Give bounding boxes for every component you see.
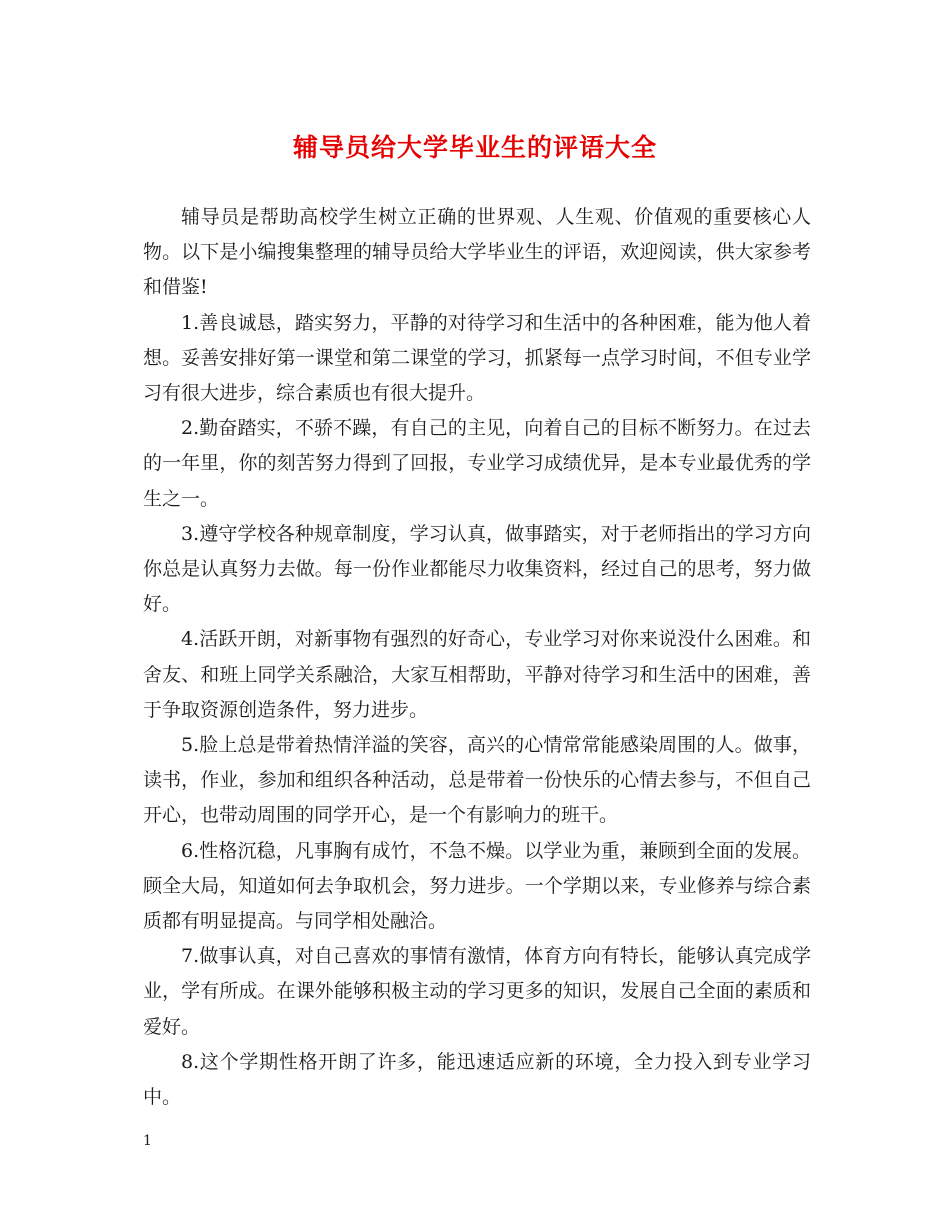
page-number: 1	[143, 1133, 152, 1149]
comment-paragraph-7: 7.做事认真，对自己喜欢的事情有激情，体育方向有特长，能够认真完成学业，学有所成。在课外能够积极主动的学习更多的知识，发展自己全面的素质和爱好。	[143, 945, 811, 1038]
comment-paragraph-1: 1.善良诚恳，踏实努力，平静的对待学习和生活中的各种困难，能为他人着想。妥善安排好第一课堂和第二课堂的学习，抓紧每一点学习时间，不但专业学习有很大进步，综合素质也有很大提升。	[143, 311, 811, 405]
comment-paragraph-4: 4.活跃开朗，对新事物有强烈的好奇心，专业学习对你来说没什么困难。和舍友、和班上同学关系融洽，大家互相帮助，平静对待学习和生活中的困难，善于争取资源创造条件，努力进步。	[143, 628, 811, 721]
document-title: 辅导员给大学毕业生的评语大全	[292, 133, 657, 162]
comment-paragraph-6: 6.性格沉稳，凡事胸有成竹，不急不燥。以学业为重，兼顾到全面的发展。顾全大局，知道如何去争取机会，努力进步。一个学期以来，专业修养与综合素质都有明显提高。与同学相处融洽。	[143, 839, 811, 933]
intro-paragraph: 辅导员是帮助高校学生树立正确的世界观、人生观、价值观的重要核心人物。以下是小编搜集整理的辅导员给大学毕业生的评语，欢迎阅读，供大家参考和借鉴!	[143, 206, 811, 299]
document-body	[143, 200, 811, 1115]
comment-paragraph-5: 5.脸上总是带着热情洋溢的笑容，高兴的心情常常能感染周围的人。做事，读书，作业，参加和组织各种活动，总是带着一份快乐的心情去参与，不但自己开心，也带动周围的同学开心，是一个有影响力的班干。	[143, 734, 811, 827]
comment-paragraph-8: 8.这个学期性格开朗了许多，能迅速适应新的环境，全力投入到专业学习中。	[143, 1050, 811, 1109]
comment-paragraph-3: 3.遵守学校各种规章制度，学习认真，做事踏实，对于老师指出的学习方向你总是认真努力去做。每一份作业都能尽力收集资料，经过自己的思考，努力做好。	[143, 522, 811, 616]
comment-paragraph-2: 2.勤奋踏实，不骄不躁，有自己的主见，向着自己的目标不断努力。在过去的一年里，你的刻苦努力得到了回报，专业学习成绩优异，是本专业最优秀的学生之一。	[143, 417, 811, 510]
